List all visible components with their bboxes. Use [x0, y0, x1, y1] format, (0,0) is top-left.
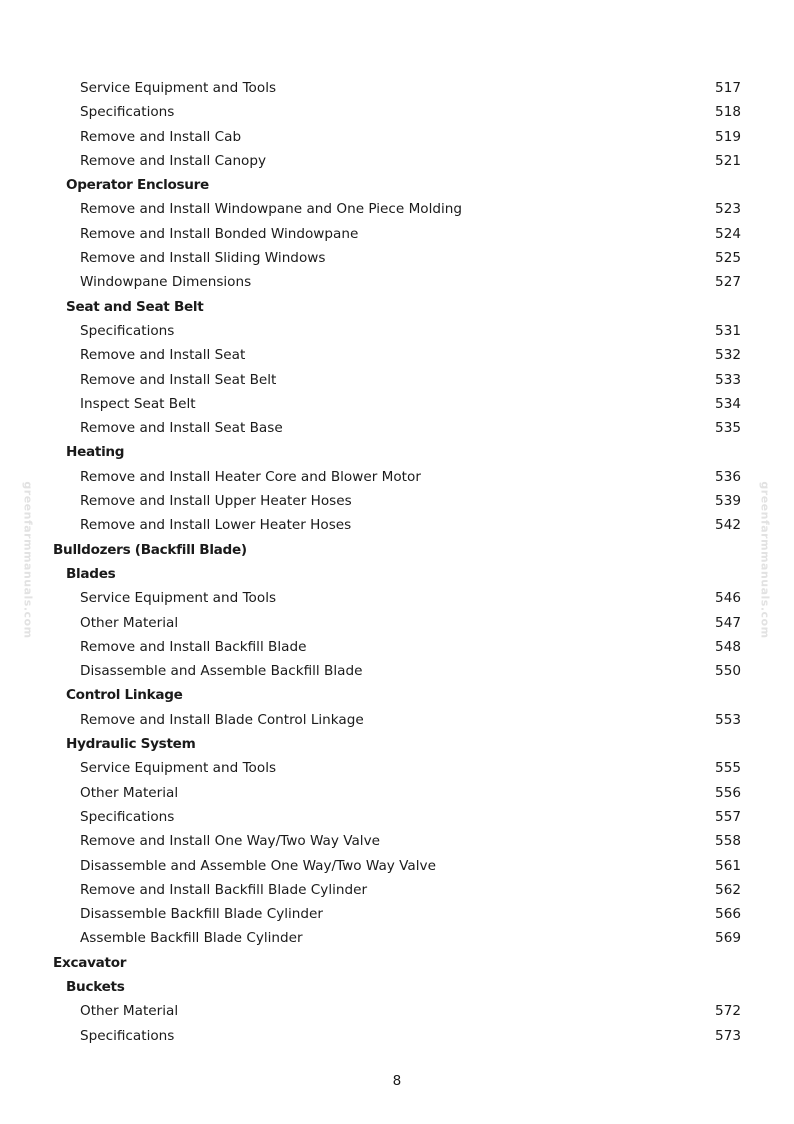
- toc-entry[interactable]: [0, 392, 794, 416]
- toc-entry-label: Remove and Install Backfill Blade Cylinder: [80, 881, 368, 898]
- toc-section-heading[interactable]: [0, 173, 794, 197]
- toc-entry-label: Disassemble Backfill Blade Cylinder: [80, 906, 323, 923]
- toc-entry-label: Assemble Backfill Blade Cylinder: [80, 930, 303, 947]
- toc-entry-page: 553: [715, 711, 741, 728]
- toc-entry-label: Hydraulic System: [66, 736, 196, 753]
- toc-entry-label: Remove and Install Upper Heater Hoses: [80, 493, 352, 510]
- toc-entry[interactable]: [0, 343, 794, 367]
- toc-entry[interactable]: [0, 829, 794, 853]
- toc-entry-label: Specifications: [80, 322, 175, 339]
- toc-entry-label: Bulldozers (Backfill Blade): [53, 541, 247, 558]
- watermark-right: greenfarmmanuals.com: [758, 481, 772, 639]
- toc-chapter-heading[interactable]: [0, 951, 794, 975]
- toc-entry[interactable]: [0, 854, 794, 878]
- toc-entry[interactable]: [0, 878, 794, 902]
- toc-entry-label: Blades: [66, 565, 116, 582]
- table-of-contents: [0, 76, 794, 1048]
- toc-section-heading[interactable]: [0, 295, 794, 319]
- toc-entry-label: Remove and Install One Way/Two Way Valve: [80, 833, 380, 850]
- toc-entry[interactable]: [0, 489, 794, 513]
- toc-entry-page: 547: [715, 614, 741, 631]
- toc-entry-label: Remove and Install Sliding Windows: [80, 250, 326, 267]
- toc-entry-label: Operator Enclosure: [66, 177, 209, 194]
- toc-entry-page: 531: [715, 322, 741, 339]
- toc-entry-label: Excavator: [53, 954, 127, 971]
- toc-entry[interactable]: [0, 513, 794, 537]
- toc-entry-page: 533: [715, 371, 741, 388]
- toc-entry-label: Other Material: [80, 1003, 179, 1020]
- toc-entry-label: Other Material: [80, 614, 179, 631]
- toc-entry-label: Remove and Install Lower Heater Hoses: [80, 517, 352, 534]
- toc-entry[interactable]: [0, 270, 794, 294]
- toc-entry[interactable]: [0, 586, 794, 610]
- toc-entry-page: 517: [715, 80, 741, 96]
- toc-entry[interactable]: [0, 149, 794, 173]
- toc-section-heading[interactable]: [0, 440, 794, 464]
- toc-entry-page: 548: [715, 638, 741, 655]
- toc-entry-label: Remove and Install Canopy: [80, 152, 267, 169]
- toc-entry[interactable]: [0, 999, 794, 1023]
- toc-entry[interactable]: [0, 100, 794, 124]
- toc-section-heading[interactable]: [0, 562, 794, 586]
- toc-entry[interactable]: [0, 708, 794, 732]
- toc-chapter-heading[interactable]: [0, 538, 794, 562]
- toc-entry-page: 542: [715, 517, 741, 534]
- toc-entry-page: 555: [715, 760, 741, 777]
- toc-entry-page: 518: [715, 104, 741, 121]
- toc-section-heading[interactable]: [0, 683, 794, 707]
- toc-entry-page: 525: [715, 250, 741, 267]
- toc-entry-page: 572: [715, 1003, 741, 1020]
- toc-entry-page: 556: [715, 784, 741, 801]
- toc-entry-label: Windowpane Dimensions: [80, 274, 252, 291]
- toc-entry-label: Seat and Seat Belt: [66, 298, 204, 315]
- toc-entry-label: Remove and Install Cab: [80, 128, 242, 145]
- toc-entry[interactable]: [0, 76, 794, 100]
- toc-entry[interactable]: [0, 902, 794, 926]
- toc-entry-label: Specifications: [80, 104, 175, 121]
- toc-entry-label: Remove and Install Windowpane and One Piece Molding: [80, 201, 463, 218]
- toc-entry-page: 527: [715, 274, 741, 291]
- toc-entry-label: Disassemble and Assemble Backfill Blade: [80, 663, 363, 680]
- toc-entry[interactable]: [0, 781, 794, 805]
- toc-entry[interactable]: [0, 659, 794, 683]
- toc-entry[interactable]: [0, 222, 794, 246]
- toc-entry[interactable]: [0, 1024, 794, 1048]
- toc-section-heading[interactable]: [0, 975, 794, 999]
- toc-entry[interactable]: [0, 125, 794, 149]
- toc-entry-label: Remove and Install Seat Belt: [80, 371, 277, 388]
- toc-entry-label: Remove and Install Backfill Blade: [80, 638, 307, 655]
- toc-entry-label: Service Equipment and Tools: [80, 590, 277, 607]
- toc-entry-page: 562: [715, 881, 741, 898]
- toc-entry-page: 534: [715, 395, 741, 412]
- toc-entry-page: 521: [715, 152, 741, 169]
- toc-entry-page: 558: [715, 833, 741, 850]
- page-number: 8: [392, 1073, 402, 1089]
- toc-entry[interactable]: [0, 635, 794, 659]
- toc-entry-label: Specifications: [80, 808, 175, 825]
- toc-entry-label: Heating: [66, 444, 125, 461]
- toc-entry-label: Remove and Install Bonded Windowpane: [80, 225, 359, 242]
- toc-entry-page: 539: [715, 493, 741, 510]
- toc-entry-label: Inspect Seat Belt: [80, 395, 196, 412]
- toc-entry-label: Specifications: [80, 1027, 175, 1044]
- toc-section-heading[interactable]: [0, 732, 794, 756]
- toc-entry[interactable]: [0, 368, 794, 392]
- toc-entry-page: 532: [715, 347, 741, 364]
- toc-entry-label: Service Equipment and Tools: [80, 80, 277, 96]
- watermark-left: greenfarmmanuals.com: [21, 481, 35, 639]
- toc-entry-label: Service Equipment and Tools: [80, 760, 277, 777]
- toc-entry[interactable]: [0, 197, 794, 221]
- toc-entry-page: 566: [715, 906, 741, 923]
- toc-entry-page: 524: [715, 225, 741, 242]
- toc-entry[interactable]: [0, 756, 794, 780]
- toc-entry-label: Buckets: [66, 978, 125, 995]
- toc-entry-page: 557: [715, 808, 741, 825]
- toc-entry[interactable]: [0, 926, 794, 950]
- toc-entry[interactable]: [0, 805, 794, 829]
- toc-entry-label: Remove and Install Blade Control Linkage: [80, 711, 364, 728]
- toc-entry[interactable]: [0, 416, 794, 440]
- toc-entry-label: Remove and Install Seat: [80, 347, 246, 364]
- toc-entry-label: Remove and Install Heater Core and Blower Motor: [80, 468, 421, 485]
- toc-entry[interactable]: [0, 246, 794, 270]
- toc-entry-page: 561: [715, 857, 741, 874]
- toc-entry-page: 535: [715, 420, 741, 437]
- toc-entry[interactable]: [0, 465, 794, 489]
- toc-entry-page: 573: [715, 1027, 741, 1044]
- toc-entry[interactable]: [0, 319, 794, 343]
- toc-entry-page: 536: [715, 468, 741, 485]
- toc-entry-label: Other Material: [80, 784, 179, 801]
- toc-entry[interactable]: [0, 611, 794, 635]
- toc-entry-label: Remove and Install Seat Base: [80, 420, 283, 437]
- toc-entry-page: 546: [715, 590, 741, 607]
- toc-entry-page: 550: [715, 663, 741, 680]
- toc-entry-page: 523: [715, 201, 741, 218]
- toc-entry-label: Control Linkage: [66, 687, 183, 704]
- toc-entry-label: Disassemble and Assemble One Way/Two Way Valve: [80, 857, 436, 874]
- toc-entry-page: 569: [715, 930, 741, 947]
- toc-entry-page: 519: [715, 128, 741, 145]
